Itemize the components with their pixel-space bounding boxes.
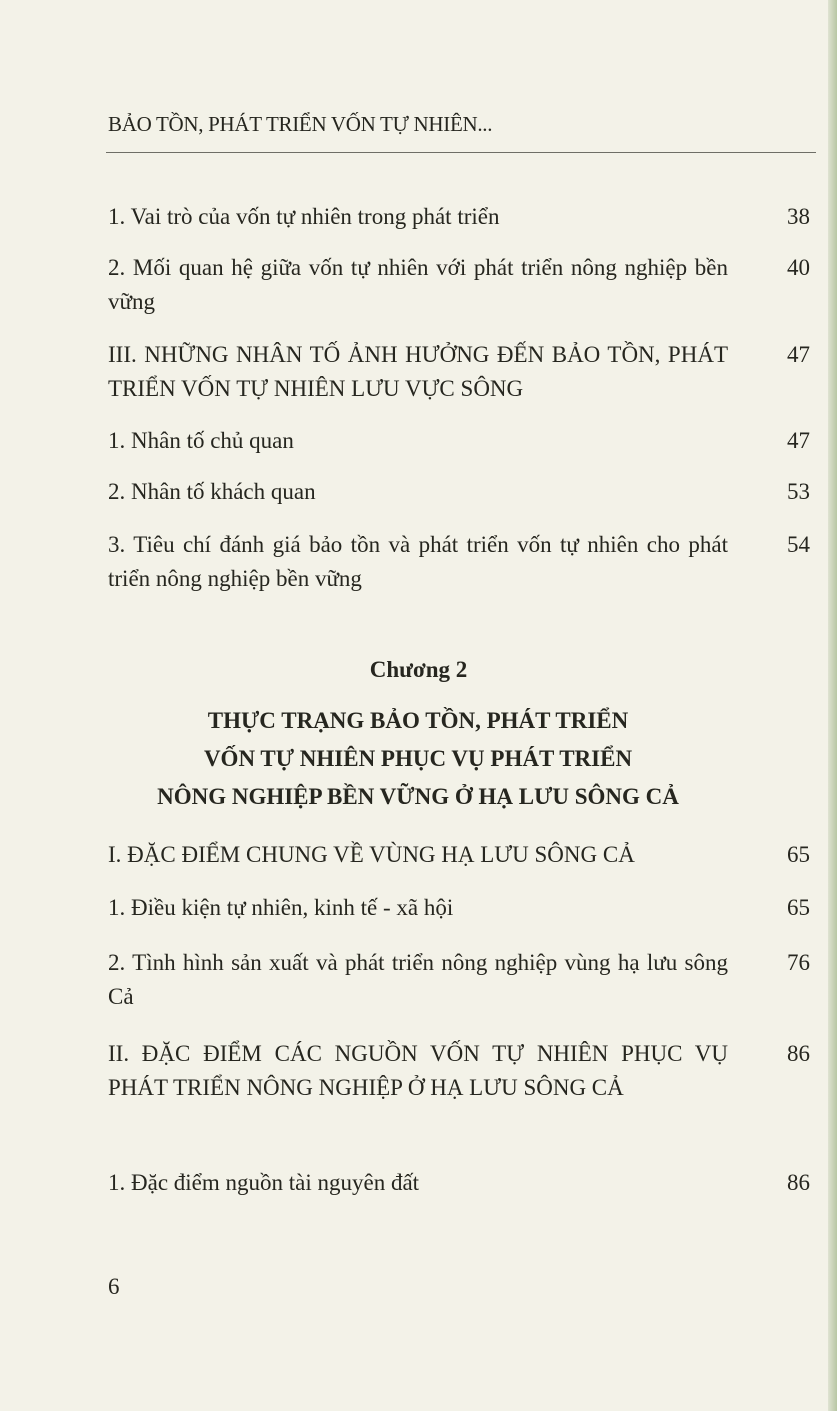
page-number: 6: [108, 1274, 120, 1299]
toc-entry-text: 2. Nhân tố khách quan: [108, 479, 316, 504]
toc-entry-text: 1. Vai trò của vốn tự nhiên trong phát triển: [108, 204, 500, 229]
toc-entry: [108, 251, 810, 319]
toc-entry: [108, 338, 810, 406]
toc-entry-text: 1. Điều kiện tự nhiên, kinh tế - xã hội: [108, 895, 454, 920]
toc-entry: [108, 1166, 810, 1200]
toc-entry: [108, 1037, 810, 1105]
page-edge: [828, 0, 837, 1411]
toc-entry-page: 53: [787, 479, 810, 504]
toc-entry: [108, 891, 810, 925]
toc-entry-text: 2. Mối quan hệ giữa vốn tự nhiên với phát triển nông nghiệp bền vững: [108, 255, 728, 314]
chapter-title: [60, 702, 776, 816]
toc-entry: [108, 475, 810, 509]
toc-entry-text: 3. Tiêu chí đánh giá bảo tồn và phát triển vốn tự nhiên cho phát triển nông nghiệp bền vững: [108, 532, 728, 591]
toc-entry-page: 54: [787, 532, 810, 557]
chapter-label: Chương 2: [369, 657, 468, 682]
toc-entry-page: 47: [787, 342, 810, 367]
toc-entry-text: 2. Tình hình sản xuất và phát triển nông nghiệp vùng hạ lưu sông Cả: [108, 950, 728, 1009]
chapter-title-line: VỐN TỰ NHIÊN PHỤC VỤ PHÁT TRIỂN: [203, 746, 633, 771]
toc-entry-text: 1. Đặc điểm nguồn tài nguyên đất: [108, 1170, 420, 1195]
toc-entry: [108, 424, 810, 458]
toc-entry-text: 1. Nhân tố chủ quan: [108, 428, 294, 453]
toc-entry-page: 76: [787, 950, 810, 975]
toc-entry-page: 86: [787, 1170, 810, 1195]
toc-entry-page: 65: [787, 842, 810, 867]
toc-entry: [108, 200, 810, 234]
toc-entry: [108, 946, 810, 1014]
toc-entry: [108, 838, 810, 872]
chapter-title-line: NÔNG NGHIỆP BỀN VỮNG Ở HẠ LƯU SÔNG CẢ: [157, 784, 679, 809]
toc-entry-text: III. NHỮNG NHÂN TỐ ẢNH HƯỞNG ĐẾN BẢO TỒN, PHÁT TRIỂN VỐN TỰ NHIÊN LƯU VỰC SÔNG: [108, 342, 728, 401]
toc-entry-page: 86: [787, 1041, 810, 1066]
toc-entry-text: I. ĐẶC ĐIỂM CHUNG VỀ VÙNG HẠ LƯU SÔNG CẢ: [108, 842, 635, 867]
toc-entry-page: 40: [787, 255, 810, 280]
toc-entry: [108, 528, 810, 596]
toc-entry-page: 65: [787, 895, 810, 920]
toc-entry-text: II. ĐẶC ĐIỂM CÁC NGUỒN VỐN TỰ NHIÊN PHỤC VỤ PHÁT TRIỂN NÔNG NGHIỆP Ở HẠ LƯU SÔNG CẢ: [108, 1041, 728, 1100]
toc-entry-page: 38: [787, 204, 810, 229]
running-header: BẢO TỒN, PHÁT TRIỂN VỐN TỰ NHIÊN...: [108, 112, 493, 136]
header-rule: [106, 152, 816, 153]
chapter-title-line: THỰC TRẠNG BẢO TỒN, PHÁT TRIỂN: [207, 708, 629, 733]
toc-entry-page: 47: [787, 428, 810, 453]
